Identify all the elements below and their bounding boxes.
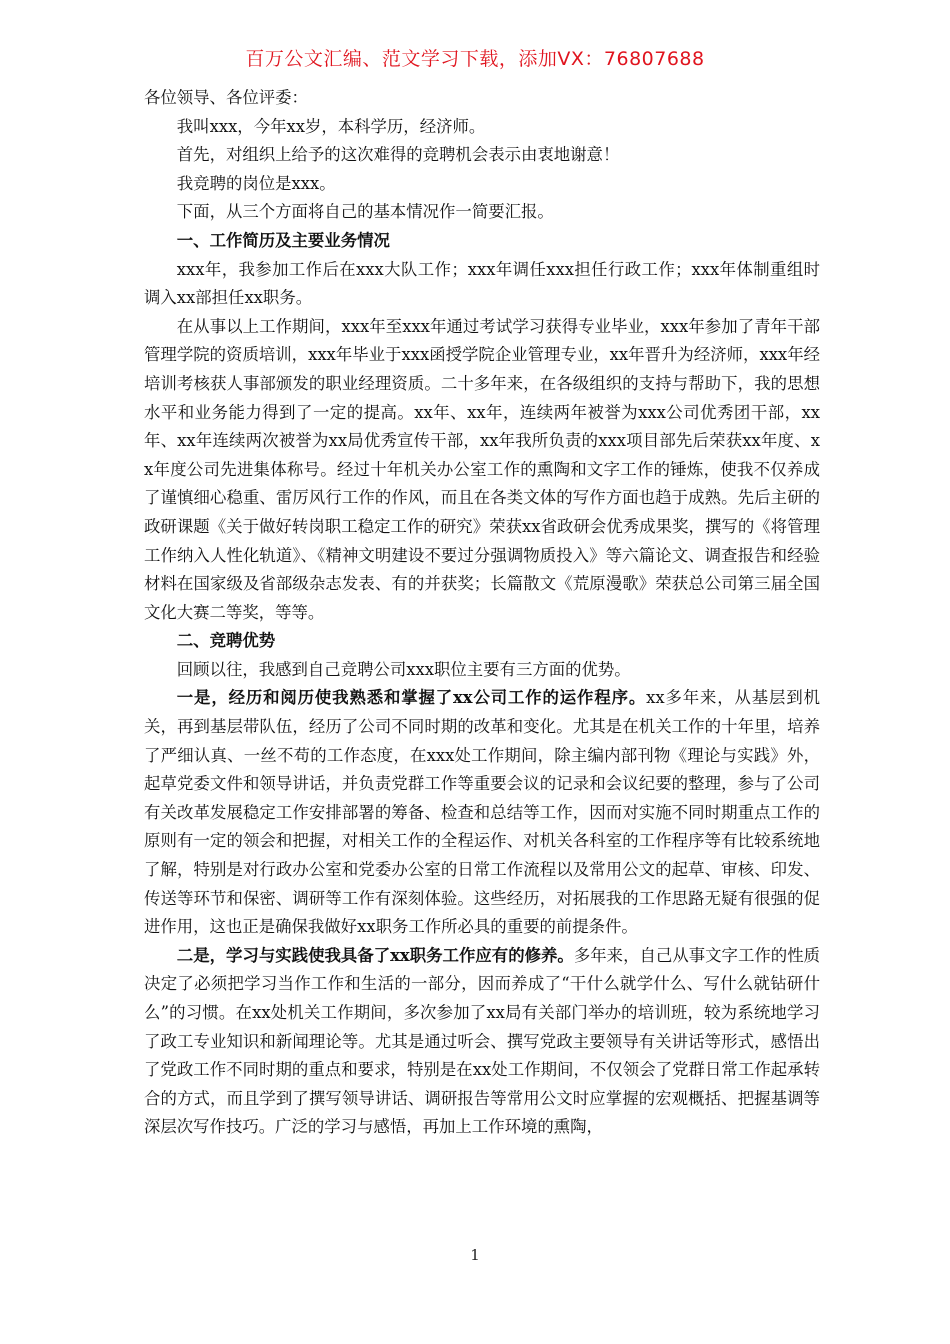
- point-lead: 二是，学习与实践使我具备了xx职务工作应有的修养。: [176, 945, 574, 965]
- intro-paragraph: 首先，对组织上给予的这次难得的竞聘机会表示由衷地谢意！: [176, 145, 620, 165]
- section-heading: 一、工作简历及主要业务情况: [176, 230, 390, 250]
- intro-paragraph: 下面，从三个方面将自己的基本情况作一简要汇报。: [176, 202, 554, 222]
- point-lead: 一是，经历和阅历使我熟悉和掌握了xx公司工作的运作程序。: [176, 688, 647, 708]
- section-heading: 二、竞聘优势: [176, 631, 276, 651]
- salutation: 各位领导、各位评委：: [144, 88, 308, 107]
- intro-paragraph: 我叫xxx，今年xx岁，本科学历，经济师。: [176, 116, 486, 136]
- body-paragraph: 回顾以往，我感到自己竞聘公司xxx职位主要有三方面的优势。: [176, 659, 631, 679]
- document-body: [144, 84, 820, 1142]
- page-number: 1: [470, 1246, 480, 1264]
- intro-paragraph: 我竞聘的岗位是xxx。: [176, 173, 336, 193]
- body-paragraph: [144, 942, 820, 1142]
- body-paragraph: 在从事以上工作期间，xxx年至xxx年通过考试学习获得专业毕业，xxx年参加了青年干部管理学院的资质培训，xxx年毕业于xxx函授学院企业管理专业，xx年晋升为经济师，xxx年经培训考核获人事部颁发的职业经理资质。二十多年来，在各级组织的支持与帮助下，我的思想水平和业务能力得到了一定的提高。xx年、xx年，连续两年被誉为xxx公司优秀团干部，xx年、xx年连续两次被誉为xx局优秀宣传干部，xx年我所负责的xxx项目部先后荣获xx年度、xx年度公司先进集体称号。经过十年机关办公室工作的熏陶和文字工作的锤炼，使我不仅养成了谨慎细心稳重、雷厉风行工作的作风，而且在各类文体的写作方面也趋于成熟。先后主研的政研课题《关于做好转岗职工稳定工作的研究》荣获xx省政研会优秀成果奖，撰写的《将管理工作纳入人性化轨道》、《精神文明建设不要过分强调物质投入》等六篇论文、调查报告和经验材料在国家级及省部级杂志发表、有的并获奖；长篇散文《荒原漫歌》荣获总公司第三届全国文化大赛二等奖，等等。: [144, 316, 820, 622]
- point-body: xx多年来，从基层到机关，再到基层带队伍，经历了公司不同时期的改革和变化。尤其是在机关工作的十年里，培养了严细认真、一丝不苟的工作态度，在xxx处工作期间，除主编内部刊物《理论与实践》外，起草党委文件和领导讲话，并负责党群工作等重要会议的记录和会议纪要的整理，参与了公司有关改革发展稳定工作安排部署的筹备、检查和总结等工作，因而对实施不同时期重点工作的原则有一定的领会和把握，对相关工作的全程运作、对机关各科室的工作程序等有比较系统地了解，特别是对行政办公室和党委办公室的日常工作流程以及常用公文的起草、审核、印发、传送等环节和保密、调研等工作有深刻体验。这些经历，对拓展我的工作思路无疑有很强的促进作用，这也正是确保我做好xx职务工作所必具的重要的前提条件。: [144, 688, 820, 937]
- body-paragraph: xxx年，我参加工作后在xxx大队工作；xxx年调任xxx担任行政工作；xxx年体制重组时调入xx部担任xx职务。: [144, 259, 820, 308]
- watermark-banner: 百万公文汇编、范文学习下载，添加VX：76807688: [245, 48, 705, 70]
- body-paragraph: [144, 684, 820, 941]
- point-body: 多年来，自己从事文字工作的性质决定了必须把学习当作工作和生活的一部分，因而养成了“干什么就学什么、写什么就钻研什么”的习惯。在xx处机关工作期间，多次参加了xx局有关部门举办的培训班，较为系统地学习了政工专业知识和新闻理论等。尤其是通过听会、撰写党政主要领导有关讲话等形式，感悟出了党政工作不同时期的重点和要求，特别是在xx处工作期间，不仅领会了党群日常工作起承转合的方式，而且学到了撰写领导讲话、调研报告等常用公文时应掌握的宏观概括、把握基调等深层次写作技巧。广泛的学习与感悟，再加上工作环境的熏陶，: [144, 945, 821, 1137]
